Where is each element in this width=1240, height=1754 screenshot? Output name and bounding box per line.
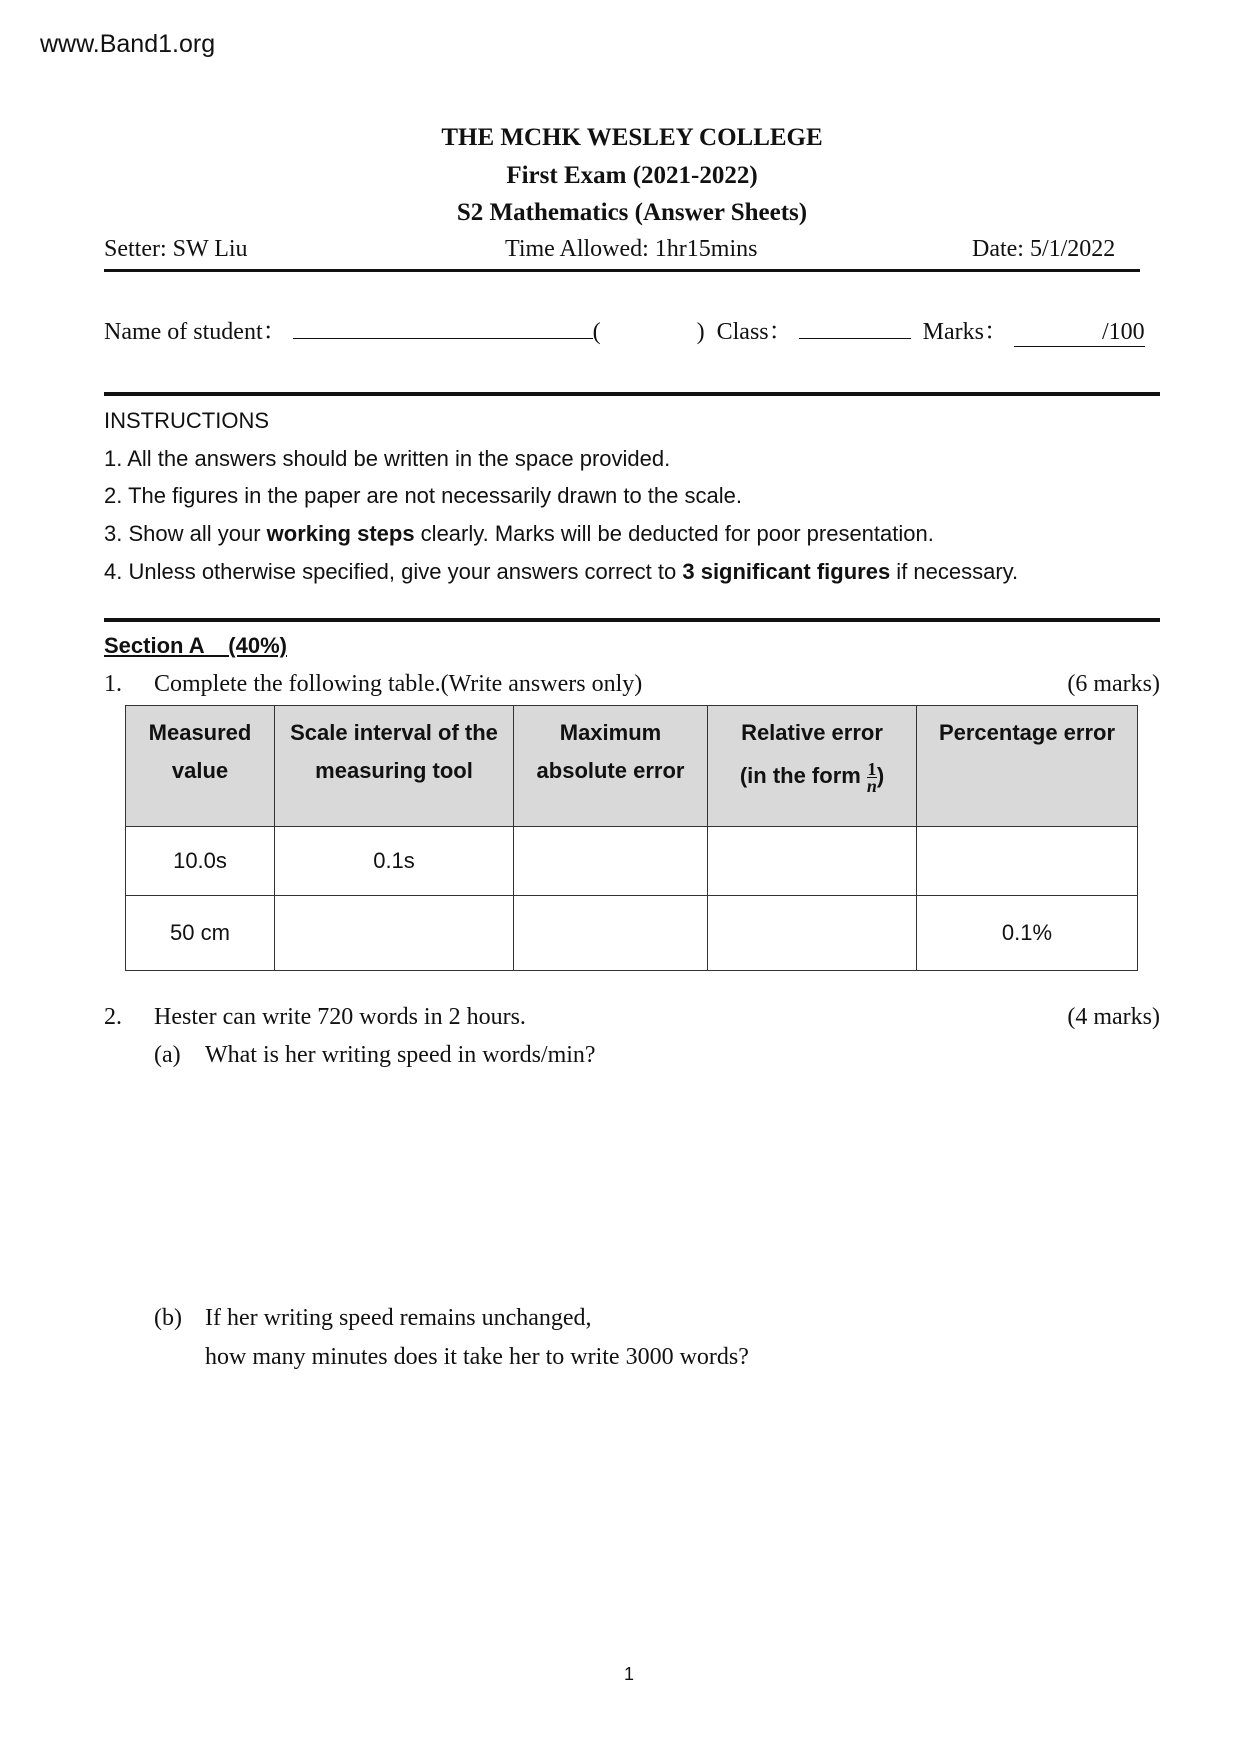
q2b-label: (b) bbox=[154, 1305, 182, 1331]
header-scale-interval: Scale interval of the measuring tool bbox=[275, 706, 514, 827]
instruction-text: 4. Unless otherwise specified, give your answers correct to bbox=[104, 559, 683, 584]
cell-measured-value: 50 cm bbox=[126, 896, 275, 971]
q2-marks: (4 marks) bbox=[1067, 1004, 1160, 1030]
instruction-item bbox=[104, 559, 1018, 585]
instruction-text: 3. Show all your bbox=[104, 521, 267, 546]
time-allowed: Time Allowed: 1hr15mins bbox=[505, 236, 758, 262]
error-table bbox=[125, 705, 1138, 971]
q2-text: Hester can write 720 words in 2 hours. bbox=[154, 1004, 526, 1030]
table-row bbox=[126, 896, 1138, 971]
header-rule bbox=[104, 269, 1140, 272]
q2a-text: What is her writing speed in words/min? bbox=[205, 1042, 596, 1068]
instruction-item bbox=[104, 521, 934, 547]
instruction-text: 2. The figures in the paper are not necessarily drawn to the scale. bbox=[104, 483, 742, 508]
divider-bottom bbox=[104, 618, 1160, 622]
instructions-heading: INSTRUCTIONS bbox=[104, 408, 269, 433]
cell-relative-error[interactable] bbox=[708, 827, 917, 896]
header-percentage-error: Percentage error bbox=[917, 706, 1138, 827]
instruction-emphasis: working steps bbox=[266, 521, 415, 546]
divider-top bbox=[104, 392, 1160, 396]
q2b-text-line1: If her writing speed remains unchanged, bbox=[205, 1305, 592, 1331]
class-number-field[interactable] bbox=[607, 317, 691, 339]
school-name: THE MCHK WESLEY COLLEGE bbox=[441, 124, 823, 151]
fraction-1-over-n: $\frac{1}{n}$ bbox=[866, 758, 877, 796]
cell-relative-error[interactable] bbox=[708, 896, 917, 971]
cell-max-absolute-error[interactable] bbox=[514, 827, 708, 896]
instruction-item bbox=[104, 446, 670, 472]
q2-number: 2. bbox=[104, 1004, 122, 1030]
header-relative-error: Relative error (in the form $\frac{1}{n}$ ) bbox=[708, 706, 917, 827]
instruction-text: clearly. Marks will be deducted for poor presentation. bbox=[414, 521, 934, 546]
header-measured-value: Measured value bbox=[126, 706, 275, 827]
marks-label: Marks： bbox=[922, 319, 1008, 345]
cell-measured-value: 10.0s bbox=[126, 827, 275, 896]
q2b-text-line2: how many minutes does it take her to write 3000 words? bbox=[205, 1344, 749, 1370]
cell-percentage-error[interactable] bbox=[917, 827, 1138, 896]
instruction-emphasis: 3 significant figures bbox=[682, 559, 891, 584]
cell-max-absolute-error[interactable] bbox=[514, 896, 708, 971]
class-field[interactable] bbox=[799, 316, 911, 339]
q2a-label: (a) bbox=[154, 1042, 181, 1068]
q2b-answer-space[interactable] bbox=[205, 1390, 1135, 1640]
table-header-row bbox=[126, 706, 1138, 827]
q1-text: Complete the following table.(Write answers only) bbox=[154, 671, 643, 697]
q1-marks: (6 marks) bbox=[1067, 671, 1160, 697]
cell-scale-interval: 0.1s bbox=[275, 827, 514, 896]
q1-number: 1. bbox=[104, 671, 122, 697]
instruction-text: 1. All the answers should be written in the space provided. bbox=[104, 446, 671, 471]
exam-title: First Exam (2021-2022) bbox=[506, 162, 758, 189]
instruction-item bbox=[104, 483, 742, 509]
watermark: www.Band1.org bbox=[40, 30, 216, 58]
section-a-title: Section A (40%) bbox=[104, 633, 287, 658]
name-field[interactable] bbox=[293, 316, 593, 339]
cell-scale-interval[interactable] bbox=[275, 896, 514, 971]
exam-date: Date: 5/1/2022 bbox=[972, 236, 1116, 262]
header-max-absolute-error: Maximum absolute error bbox=[514, 706, 708, 827]
page-number: 1 bbox=[624, 1664, 635, 1684]
table-row bbox=[126, 827, 1138, 896]
q2a-answer-space[interactable] bbox=[205, 1085, 1135, 1285]
instruction-text: if necessary. bbox=[890, 559, 1019, 584]
student-info-line bbox=[104, 311, 1145, 347]
setter: Setter: SW Liu bbox=[104, 236, 248, 262]
marks-field[interactable] bbox=[1014, 319, 1145, 347]
name-label: Name of student： bbox=[104, 319, 287, 345]
subject-title: S2 Mathematics (Answer Sheets) bbox=[456, 199, 808, 226]
marks-total: /100 bbox=[1101, 319, 1145, 345]
class-number-open: ( bbox=[592, 319, 601, 345]
cell-percentage-error: 0.1% bbox=[917, 896, 1138, 971]
class-label: Class： bbox=[716, 319, 793, 345]
class-number-close: ) bbox=[696, 319, 705, 345]
